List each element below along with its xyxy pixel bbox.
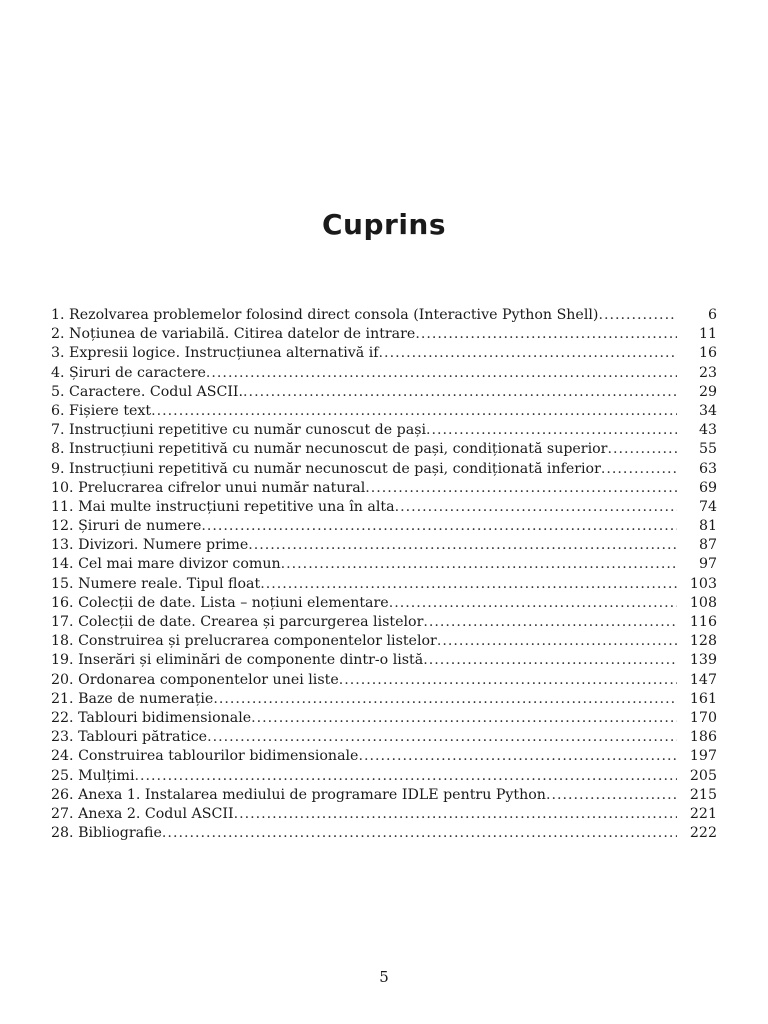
page-number: 5 xyxy=(379,968,389,986)
toc-entry-page: 29 xyxy=(698,383,717,400)
toc-entry-page: 128 xyxy=(689,633,717,650)
toc-entry-page: 16 xyxy=(698,345,717,362)
table-of-contents xyxy=(51,306,717,843)
dot-leader xyxy=(251,709,677,728)
toc-entry-14 xyxy=(51,555,717,574)
toc-entry-2 xyxy=(51,325,717,344)
toc-entry-page: 108 xyxy=(689,594,717,611)
dot-leader xyxy=(260,575,677,594)
toc-entry-page: 74 xyxy=(698,498,717,515)
toc-entry-1 xyxy=(51,306,717,325)
dot-leader xyxy=(379,344,677,363)
toc-entry-16 xyxy=(51,594,717,613)
toc-entry-27 xyxy=(51,805,717,824)
toc-entry-title: 9. Instrucțiuni repetitivă cu număr necunoscut de pași, condiționată inferior xyxy=(51,460,601,477)
toc-entry-page: 161 xyxy=(689,690,717,707)
dot-leader xyxy=(213,690,677,709)
toc-entry-7 xyxy=(51,421,717,440)
dot-leader xyxy=(389,594,677,613)
toc-entry-title: 15. Numere reale. Tipul float xyxy=(51,575,261,592)
dot-leader xyxy=(339,671,677,690)
toc-entry-page: 97 xyxy=(698,556,717,573)
toc-entry-25 xyxy=(51,767,717,786)
dot-leader xyxy=(234,805,677,824)
dot-leader xyxy=(243,383,677,402)
toc-entry-title: 7. Instrucțiuni repetitive cu număr cunoscut de pași xyxy=(51,422,427,439)
dot-leader xyxy=(151,402,677,421)
toc-entry-12 xyxy=(51,517,717,536)
toc-entry-page: 139 xyxy=(689,652,717,669)
toc-entry-title: 12. Șiruri de numere xyxy=(51,518,202,535)
dot-leader xyxy=(206,364,677,383)
toc-entry-5 xyxy=(51,383,717,402)
dot-leader xyxy=(598,306,677,325)
toc-entry-page: 87 xyxy=(698,537,717,554)
toc-entry-24 xyxy=(51,747,717,766)
toc-entry-page: 186 xyxy=(689,729,717,746)
toc-entry-title: 11. Mai multe instrucțiuni repetitive una în alta xyxy=(51,498,395,515)
toc-entry-page: 116 xyxy=(689,614,717,630)
dot-leader xyxy=(601,460,677,479)
toc-entry-title: 18. Construirea și prelucrarea componentelor listelor xyxy=(51,633,437,650)
toc-entry-title: 3. Expresii logice. Instrucțiunea alternativă if xyxy=(51,345,379,362)
toc-entry-21 xyxy=(51,690,717,709)
toc-entry-13 xyxy=(51,536,717,555)
dot-leader xyxy=(423,613,677,632)
toc-entry-title: 20. Ordonarea componentelor unei liste xyxy=(51,671,339,688)
dot-leader xyxy=(207,728,677,747)
toc-entry-page: 69 xyxy=(698,479,717,496)
toc-entry-title: 14. Cel mai mare divizor comun xyxy=(51,556,281,573)
toc-entry-title: 21. Baze de numerație xyxy=(51,690,214,707)
toc-entry-17 xyxy=(51,613,717,632)
toc-entry-6 xyxy=(51,402,717,421)
toc-entry-page: 63 xyxy=(698,460,717,477)
dot-leader xyxy=(281,555,677,574)
toc-entry-title: 24. Construirea tablourilor bidimensionale xyxy=(51,748,359,765)
dot-leader xyxy=(546,786,677,805)
dot-leader xyxy=(135,767,677,786)
toc-entry-9 xyxy=(51,460,717,479)
toc-entry-page: 205 xyxy=(689,767,717,784)
toc-entry-page: 197 xyxy=(689,748,717,765)
toc-entry-page: 103 xyxy=(689,575,717,592)
toc-entry-page: 222 xyxy=(689,825,717,842)
toc-entry-8 xyxy=(51,440,717,459)
toc-entry-20 xyxy=(51,671,717,690)
dot-leader xyxy=(437,632,677,651)
toc-entry-28 xyxy=(51,824,717,843)
toc-entry-15 xyxy=(51,575,717,594)
dot-leader xyxy=(395,498,677,517)
toc-entry-18 xyxy=(51,632,717,651)
toc-entry-title: 4. Șiruri de caractere xyxy=(51,364,206,381)
dot-leader xyxy=(358,747,677,766)
dot-leader xyxy=(365,479,677,498)
toc-entry-title: 10. Prelucrarea cifrelor unui număr natural xyxy=(51,479,366,496)
toc-entry-22 xyxy=(51,709,717,728)
toc-entry-page: 81 xyxy=(698,518,717,535)
toc-entry-11 xyxy=(51,498,717,517)
dot-leader xyxy=(426,421,677,440)
dot-leader xyxy=(162,824,677,843)
toc-entry-title: 23. Tablouri pătratice xyxy=(51,729,208,746)
toc-entry-page: 11 xyxy=(698,326,717,343)
toc-entry-title: 25. Mulțimi xyxy=(51,767,135,784)
toc-entry-title: 19. Inserări și eliminări de componente dintr-o listă xyxy=(51,652,424,669)
toc-entry-title: 27. Anexa 2. Codul ASCII xyxy=(51,805,234,822)
toc-entry-title: 8. Instrucțiuni repetitivă cu număr necunoscut de pași, condiționată superior xyxy=(51,441,608,458)
toc-entry-title: 5. Caractere. Codul ASCII. xyxy=(51,383,244,400)
dot-leader xyxy=(607,440,677,459)
toc-entry-page: 34 xyxy=(698,402,717,419)
toc-entry-26 xyxy=(51,786,717,805)
toc-entry-23 xyxy=(51,728,717,747)
toc-entry-title: 17. Colecții de date. Crearea și parcurgerea listelor xyxy=(51,614,424,630)
page-title: Cuprins xyxy=(321,208,447,241)
toc-entry-4 xyxy=(51,364,717,383)
toc-entry-title: 1. Rezolvarea problemelor folosind direct consola (Interactive Python Shell) xyxy=(51,307,599,323)
toc-entry-title: 16. Colecții de date. Lista – noțiuni elementare xyxy=(51,594,389,611)
toc-entry-page: 43 xyxy=(698,422,717,439)
toc-entry-page: 215 xyxy=(689,786,717,803)
toc-entry-title: 22. Tablouri bidimensionale xyxy=(51,709,252,726)
dot-leader xyxy=(248,536,677,555)
toc-entry-page: 170 xyxy=(689,709,717,726)
toc-entry-title: 28. Bibliografie xyxy=(51,825,162,842)
toc-entry-title: 2. Noțiunea de variabilă. Citirea datelor de intrare xyxy=(51,326,416,343)
toc-entry-3 xyxy=(51,344,717,363)
toc-entry-title: 6. Fișiere text xyxy=(51,402,152,419)
toc-entry-title: 13. Divizori. Numere prime xyxy=(51,537,249,554)
toc-entry-page: 23 xyxy=(698,364,717,381)
toc-entry-10 xyxy=(51,479,717,498)
toc-entry-page: 221 xyxy=(689,805,717,822)
dot-leader xyxy=(423,651,677,670)
dot-leader xyxy=(201,517,677,536)
toc-entry-19 xyxy=(51,651,717,670)
toc-entry-page: 147 xyxy=(689,671,717,688)
toc-entry-page: 6 xyxy=(707,307,717,323)
dot-leader xyxy=(415,325,677,344)
toc-entry-title: 26. Anexa 1. Instalarea mediului de programare IDLE pentru Python xyxy=(51,786,546,803)
toc-entry-page: 55 xyxy=(698,441,717,458)
